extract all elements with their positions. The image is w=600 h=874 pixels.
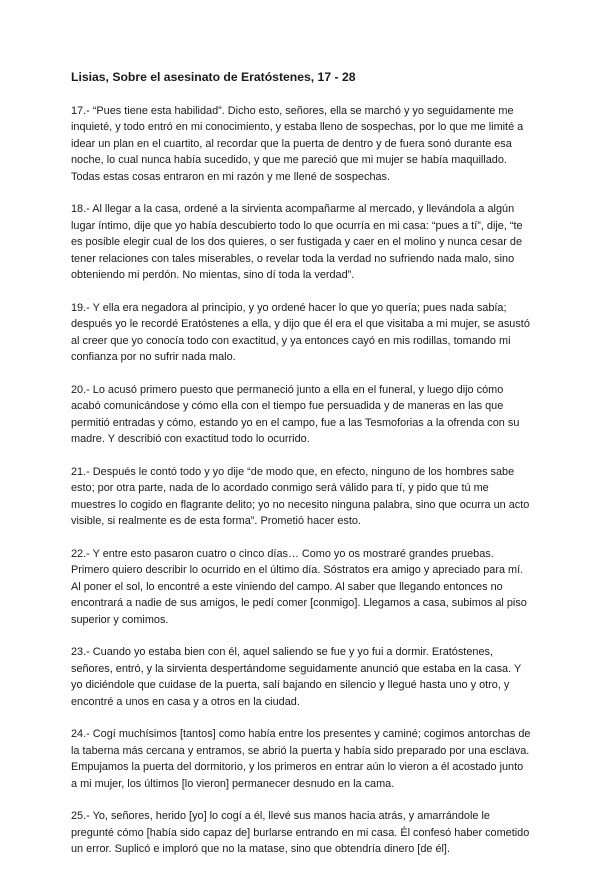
document-page [71, 70, 531, 874]
paragraph-17: 17.- “Pues tiene esta habilidad”. Dicho esto, señores, ella se marchó y yo seguidamente me inquieté, y todo entró en mi conocimiento, y estaba lleno de sospechas, por lo que me limité a idear un plan en el cuartito, al recordar que la puerta de dentro y de fuera sonó durante esa noche, lo cual nunca había sucedido, y que me pareció que mi mujer se había maquillado. Todas estas cosas entraron en mi razón y me llené de sospechas. [71, 105, 524, 183]
paragraph-22: 22.- Y entre esto pasaron cuatro o cinco días… Como yo os mostraré grandes pruebas. Primero quiero describir lo ocurrido en el último día. Sóstratos era amigo y apreciado para mí. Al poner el sol, lo encontré a este viniendo del campo. Al saber que llegando entonces no encontrará a nadie de sus amigos, le pedí comer [conmigo]. Llegamos a casa, subimos al piso superior y comimos. [71, 547, 527, 626]
paragraph-20: 20.- Lo acusó primero puesto que permaneció junto a ella en el funeral, y luego dijo cómo acabó comunicándose y cómo ella con el tiempo fue persuadida y de maneras en las que permitió entradas y cómo, estando yo en el campo, fue a las Tesmoforias a la ofrenda con su madre. Y describió con exactitud todo lo ocurrido. [71, 383, 520, 446]
paragraph-23: 23.- Cuando yo estaba bien con él, aquel saliendo se fue y yo fui a dormir. Eratóstenes, señores, entró, y la sirvienta despertándome seguidamente anunció que estaba en la casa. Y yo diciéndole que cuidase de la puerta, salí bajando en silencio y llegué hasta uno y otro, y encontré a unos en casa y a otros en la ciudad. [71, 646, 522, 708]
paragraph-25: 25.- Yo, señores, herido [yo] lo cogí a él, llevé sus manos hacia atrás, y amarrándole le pregunté cómo [había sido capaz de] burlarse entrando en mi casa. Él confesó haber cometido un error. Suplicó e imploró que no la matase, sino que obtendría dinero [de él]. [71, 810, 530, 856]
paragraph-21: 21.- Después le contó todo y yo dije “de modo que, en efecto, ninguno de los hombres sabe esto; por otra parte, nada de lo acordado conmigo será válido para tí, y pido que tú me muestres lo cogido en flagrante delito; yo no necesito ninguna palabra, sino que ocurra un acto visible, si realmente es de esta forma”. Prometió hacer esto. [71, 465, 530, 528]
document-title: Lisias, Sobre el asesinato de Eratóstenes, 17 - 28 [71, 70, 356, 84]
paragraph-19: 19.- Y ella era negadora al principio, y yo ordené hacer lo que yo quería; pues nada sabía; después yo le recordé Eratóstenes a ella, y dijo que él era el que visitaba a mi mujer, se asustó al creer que yo conocía todo con exactitud, y ya entonces cayó en mis rodillas, tomando mi confianza por no sufrir nada malo. [71, 301, 530, 364]
paragraph-24: 24.- Cogí muchísimos [tantos] como había entre los presentes y caminé; cogimos antorchas de la taberna más cercana y entramos, se abrió la puerta y había sido preparado por una esclava. Empujamos la puerta del dormitorio, y los primeros en entrar aún lo vieron a él acostado junto a mi mujer, los últimos [lo vieron] permanecer desnudo en la cama. [71, 728, 531, 790]
paragraph-18: 18.- Al llegar a la casa, ordené a la sirvienta acompañarme al mercado, y llevándola a algún lugar íntimo, dije que yo había descubierto todo lo que ocurría en mi casa: “pues a tí”, dije, “te es posible elegir cual de los dos quieres, o ser fustigada y caer en el molino y nunca cesar de tener relaciones con tales miserables, o revelar toda la verdad no sufriendo nada malo, sino obteniendo mi perdón. No mientas, sino dí toda la verdad”. [71, 203, 523, 282]
